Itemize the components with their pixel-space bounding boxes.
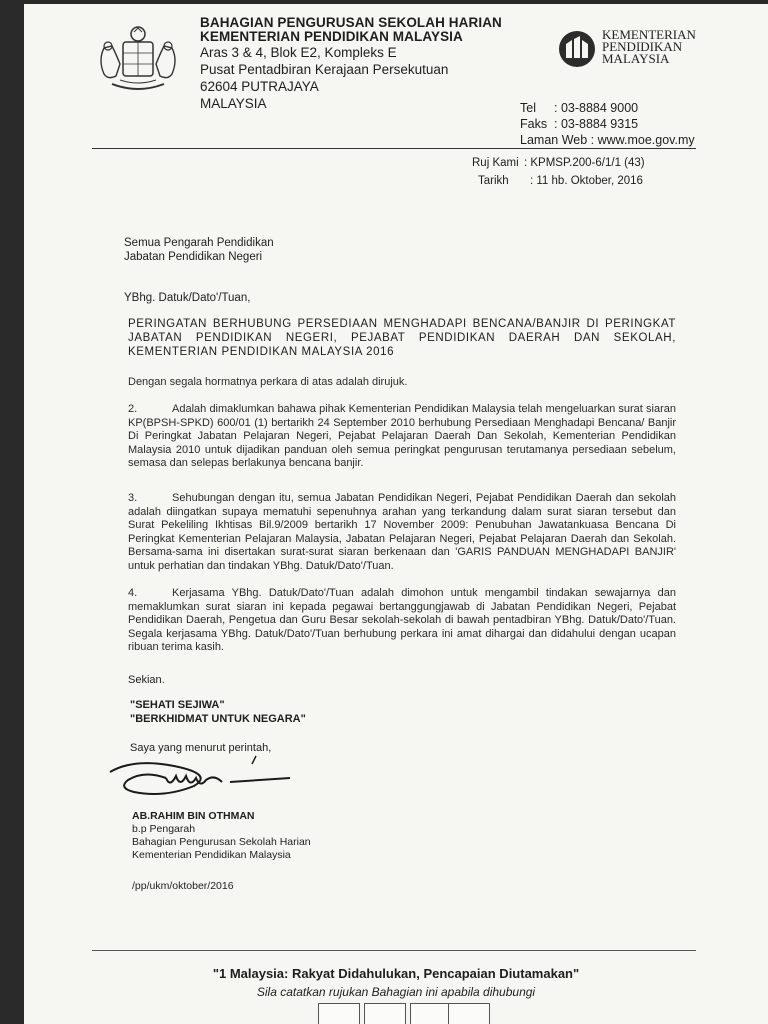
ministry-name: KEMENTERIAN PENDIDIKAN MALAYSIA — [200, 29, 463, 44]
file-reference: /pp/ukm/oktober/2016 — [132, 880, 234, 892]
kpm-logo-text — [602, 29, 696, 65]
signer-name: AB.RAHIM BIN OTHMAN — [132, 810, 255, 822]
web-label: Laman Web — [520, 133, 588, 147]
motto-line: "SEHATI SEJIWA" — [130, 699, 225, 711]
paragraph — [128, 492, 676, 573]
kpm-logo-icon — [558, 30, 596, 68]
address-line: MALAYSIA — [200, 96, 267, 111]
certification-logo-icon — [318, 1003, 360, 1024]
signer-line: Kementerian Pendidikan Malaysia — [132, 849, 291, 861]
paragraph — [128, 587, 676, 655]
recipient-block — [124, 236, 274, 264]
tarikh-value: : 11 hb. Oktober, 2016 — [530, 175, 643, 187]
sign-off: Saya yang menurut perintah, — [130, 742, 272, 754]
footer-note: Sila catatkan rujukan Bahagian ini apabila dihubungi — [256, 985, 536, 999]
paragraph-text: Sehubungan dengan itu, semua Jabatan Pendidikan Negeri, Pejabat Pendidikan Daerah dan sekolah adalah diingatkan supaya mematuhi sepenuhnya arahan yang terkandung dalam surat siaran tersebut dan Surat Pekeliling Ikhtisas Bil.9/2009 bertarikh 17 November 2009: Penubuhan Jawatankuasa Bencana Di Peringkat Kementerian Pelajaran Malaysia, Jabatan Pelajaran Negeri, Pejabat Pelajaran Daerah dan Sekolah. Bersama-sama ini disertakan surat-surat siaran berkenaan dan 'GARIS PANDUAN MENGHADAPI BANJIR' untuk perhatian dan tindakan YBhg. Datuk/Dato'/Tuan. — [128, 492, 676, 572]
footer-slogan: "1 Malaysia: Rakyat Didahulukan, Pencapaian Diutamakan" — [212, 966, 580, 981]
logo-text-line: PENDIDIKAN — [602, 39, 683, 54]
certification-logo-icon — [410, 1003, 452, 1024]
faks-label: Faks — [520, 117, 548, 131]
tel-label: Tel — [520, 101, 536, 115]
subject-heading: PERINGATAN BERHUBUNG PERSEDIAAN MENGHADAPI BENCANA/BANJIR DI PERINGKAT JABATAN PENDIDIKAN NEGERI, PEJABAT PENDIDIKAN DAERAH DAN SEKOLAH, KEMENTERIAN PENDIDIKAN MALAYSIA 2016 — [128, 318, 676, 358]
tel-value: : 03-8884 9000 — [554, 101, 639, 115]
motto-line: "BERKHIDMAT UNTUK NEGARA" — [130, 713, 306, 725]
logo-text-line: KEMENTERIAN — [602, 27, 696, 42]
motto-block — [130, 698, 306, 726]
paragraph-number: 4. — [128, 587, 138, 599]
letterhead — [200, 16, 502, 112]
ruj-label: Ruj Kami — [472, 157, 519, 169]
department-name: BAHAGIAN PENGURUSAN SEKOLAH HARIAN — [200, 15, 502, 30]
opening-line: Dengan segala hormatnya perkara di atas adalah dirujuk. — [128, 376, 408, 388]
signer-line: Bahagian Pengurusan Sekolah Harian — [132, 836, 311, 848]
ruj-value: : KPMSP.200-6/1/1 (43) — [524, 157, 645, 169]
recipient-line: Semua Pengarah Pendidikan — [124, 237, 274, 249]
paragraph-number: 3. — [128, 492, 138, 504]
address-line: Aras 3 & 4, Blok E2, Kompleks E — [200, 45, 397, 60]
certification-logo-icon — [448, 1003, 490, 1024]
contact-block — [520, 100, 695, 148]
paragraph-text: Adalah dimaklumkan bahawa pihak Kementerian Pendidikan Malaysia telah mengeluarkan surat siaran KP(BPSH-SPKD) 600/01 (1) bertarikh 24 September 2010 berhubung Persediaan Menghadapi Bencana/ Banjir Di Peringkat Jabatan Pelajaran Negeri, Pejabat Pelajaran Daerah Dan Sekolah, Kementerian Pendidikan Malaysia 2010 untuk dijadikan panduan oleh semua peringkat pengurusan terutamanya persediaan sebelum, semasa dan selepas berlakunya bencana banjir. — [128, 403, 676, 469]
signature-icon — [104, 752, 304, 808]
header-divider — [92, 148, 696, 149]
signer-block — [132, 810, 311, 862]
paragraph-number: 2. — [128, 403, 138, 415]
footer-divider — [92, 950, 696, 951]
recipient-line: Jabatan Pendidikan Negeri — [124, 251, 263, 263]
logo-text-line: MALAYSIA — [602, 51, 670, 66]
web-value: : www.moe.gov.my — [590, 133, 695, 147]
paragraph — [128, 403, 676, 471]
coat-of-arms-icon — [90, 24, 186, 98]
salutation: YBhg. Datuk/Dato'/Tuan, — [124, 292, 251, 304]
reference-block — [472, 154, 645, 190]
certification-logo-icon — [364, 1003, 406, 1024]
tarikh-label: Tarikh — [478, 175, 509, 187]
closing: Sekian. — [128, 674, 165, 686]
faks-value: : 03-8884 9315 — [554, 117, 639, 131]
signer-line: b.p Pengarah — [132, 823, 196, 835]
address-line: Pusat Pentadbiran Kerajaan Persekutuan — [200, 62, 449, 77]
address-line: 62604 PUTRAJAYA — [200, 79, 319, 94]
paragraph-text: Kerjasama YBhg. Datuk/Dato'/Tuan adalah dimohon untuk mengambil tindakan sewajarnya dan memaklumkan surat siaran ini kepada pegawai bertanggungjawab di Jabatan Pendidikan Negeri, Pejabat Pendidikan Daerah, Pengetua dan Guru Besar sekolah-sekolah di bawah pentadbiran YBhg. Datuk/Dato'/Tuan. Segala kerjasama YBhg. Datuk/Dato'/Tuan berhubung perkara ini amat dihargai dan didahului dengan ucapan ribuan terima kasih. — [128, 587, 676, 653]
letter-page — [24, 4, 768, 1024]
